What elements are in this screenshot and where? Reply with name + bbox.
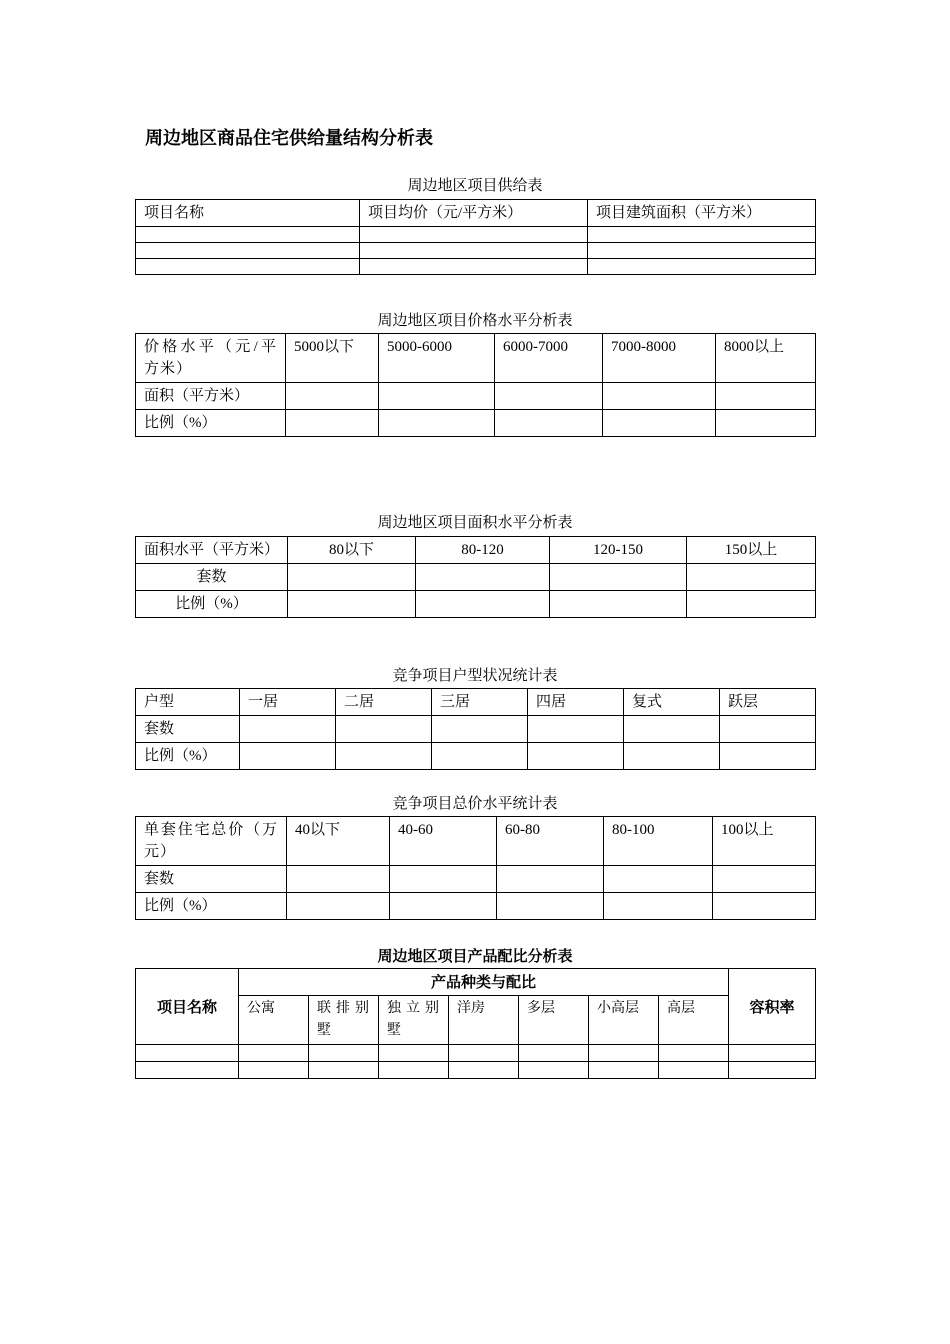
price-level-table-caption: 周边地区项目价格水平分析表: [377, 313, 573, 329]
col-header: 40以下: [287, 817, 390, 866]
table-cell[interactable]: [239, 1045, 309, 1062]
table-row: [136, 227, 816, 243]
table-cell[interactable]: [550, 564, 687, 591]
col-header: 40-60: [390, 817, 497, 866]
price-level-table: [135, 333, 816, 437]
supply-table: [135, 199, 816, 275]
table-cell[interactable]: [309, 1045, 379, 1062]
header-avg-price: 项目均价（元/平方米）: [360, 200, 588, 227]
table-cell[interactable]: [379, 1062, 449, 1079]
table-cell[interactable]: [729, 1062, 816, 1079]
table-cell[interactable]: [588, 243, 816, 259]
col-header: 80-120: [416, 537, 550, 564]
table-cell[interactable]: [550, 591, 687, 618]
type-mid-rise: 小高层: [589, 996, 659, 1045]
col-header: 5000以下: [286, 334, 379, 383]
table-cell[interactable]: [604, 893, 713, 920]
col-header: 80以下: [288, 537, 416, 564]
area-level-table-caption: 周边地区项目面积水平分析表: [377, 515, 573, 531]
col-header: 复式: [624, 689, 720, 716]
row-header: 面积（平方米）: [136, 383, 286, 410]
col-header: 80-100: [604, 817, 713, 866]
table-cell[interactable]: [716, 383, 816, 410]
col-header: 150以上: [687, 537, 816, 564]
table-cell[interactable]: [360, 243, 588, 259]
table-cell[interactable]: [624, 716, 720, 743]
table-cell[interactable]: [286, 383, 379, 410]
table-cell[interactable]: [136, 227, 360, 243]
total-price-table: [135, 816, 816, 920]
table-cell[interactable]: [497, 893, 604, 920]
page-title: 周边地区商品住宅供给量结构分析表: [145, 128, 433, 149]
col-header: 120-150: [550, 537, 687, 564]
type-apartment: 公寓: [239, 996, 309, 1045]
table-cell[interactable]: [519, 1062, 589, 1079]
table-cell[interactable]: [713, 866, 816, 893]
table-cell[interactable]: [240, 716, 336, 743]
table-cell[interactable]: [136, 259, 360, 275]
table-cell[interactable]: [528, 743, 624, 770]
row-header: 套数: [136, 866, 287, 893]
table-cell[interactable]: [390, 866, 497, 893]
table-cell[interactable]: [240, 743, 336, 770]
type-garden-house: 洋房: [449, 996, 519, 1045]
table-cell[interactable]: [497, 866, 604, 893]
table-cell[interactable]: [720, 743, 816, 770]
table-cell[interactable]: [288, 564, 416, 591]
product-mix-table-caption: 周边地区项目产品配比分析表: [377, 947, 573, 965]
table-row: [136, 564, 816, 591]
table-cell[interactable]: [239, 1062, 309, 1079]
table-cell[interactable]: [604, 866, 713, 893]
table-cell[interactable]: [309, 1062, 379, 1079]
col-header: 一居: [240, 689, 336, 716]
header-floor-area: 项目建筑面积（平方米）: [588, 200, 816, 227]
product-mix-table: [135, 968, 816, 1079]
table-cell[interactable]: [390, 893, 497, 920]
table-row: [136, 893, 816, 920]
table-cell[interactable]: [379, 410, 495, 437]
col-header: 60-80: [497, 817, 604, 866]
col-header: 二居: [336, 689, 432, 716]
header-plot-ratio: 容积率: [729, 969, 816, 1045]
table-row: [136, 1062, 816, 1079]
row-header: 比例（%）: [136, 410, 286, 437]
table-cell[interactable]: [659, 1045, 729, 1062]
total-price-table-caption: 竞争项目总价水平统计表: [392, 796, 558, 812]
table-cell[interactable]: [432, 743, 528, 770]
layout-table-caption: 竞争项目户型状况统计表: [392, 668, 558, 684]
table-row: [136, 259, 816, 275]
table-cell[interactable]: [379, 1045, 449, 1062]
table-row: [136, 743, 816, 770]
table-cell[interactable]: [336, 743, 432, 770]
table-cell[interactable]: [659, 1062, 729, 1079]
header-layout: 户型: [136, 689, 240, 716]
table-row: [136, 1045, 816, 1062]
table-row: [136, 383, 816, 410]
header-project-name: 项目名称: [136, 200, 360, 227]
header-price-level: 价格水平（元/平方米）: [136, 334, 286, 383]
col-header: 四居: [528, 689, 624, 716]
table-cell[interactable]: [589, 1062, 659, 1079]
table-cell[interactable]: [588, 259, 816, 275]
table-cell[interactable]: [729, 1045, 816, 1062]
table-cell[interactable]: [379, 383, 495, 410]
table-cell[interactable]: [589, 1045, 659, 1062]
header-product-types: 产品种类与配比: [239, 969, 729, 996]
table-cell[interactable]: [449, 1045, 519, 1062]
table-cell[interactable]: [624, 743, 720, 770]
table-cell[interactable]: [588, 227, 816, 243]
col-header: 8000以上: [716, 334, 816, 383]
supply-table-caption: 周边地区项目供给表: [407, 178, 543, 194]
layout-table: [135, 688, 816, 770]
col-header: 三居: [432, 689, 528, 716]
table-cell[interactable]: [687, 591, 816, 618]
type-detached-villa: 独立别墅: [379, 996, 449, 1045]
row-header: 套数: [136, 716, 240, 743]
table-cell[interactable]: [449, 1062, 519, 1079]
row-header: 套数: [136, 564, 288, 591]
table-row: [136, 243, 816, 259]
table-cell[interactable]: [495, 410, 603, 437]
header-project-name: 项目名称: [136, 969, 239, 1045]
col-header: 100以上: [713, 817, 816, 866]
col-header: 跃层: [720, 689, 816, 716]
area-level-table: [135, 536, 816, 618]
row-header: 比例（%）: [136, 893, 287, 920]
type-high-rise: 高层: [659, 996, 729, 1045]
table-cell[interactable]: [360, 259, 588, 275]
row-header: 比例（%）: [136, 743, 240, 770]
table-cell[interactable]: [432, 716, 528, 743]
type-townhouse: 联排别墅: [309, 996, 379, 1045]
table-cell[interactable]: [360, 227, 588, 243]
table-cell[interactable]: [716, 410, 816, 437]
table-cell[interactable]: [603, 383, 716, 410]
table-row: [136, 716, 816, 743]
table-cell[interactable]: [136, 1062, 239, 1079]
table-row: [136, 591, 816, 618]
table-cell[interactable]: [287, 866, 390, 893]
table-cell[interactable]: [495, 383, 603, 410]
table-cell[interactable]: [336, 716, 432, 743]
table-cell[interactable]: [136, 243, 360, 259]
row-header: 比例（%）: [136, 591, 288, 618]
table-cell[interactable]: [416, 564, 550, 591]
type-multi-storey: 多层: [519, 996, 589, 1045]
table-cell[interactable]: [416, 591, 550, 618]
col-header: 7000-8000: [603, 334, 716, 383]
table-cell[interactable]: [603, 410, 716, 437]
table-cell[interactable]: [713, 893, 816, 920]
table-cell[interactable]: [687, 564, 816, 591]
table-cell[interactable]: [720, 716, 816, 743]
table-cell[interactable]: [286, 410, 379, 437]
table-cell[interactable]: [519, 1045, 589, 1062]
table-row: [136, 410, 816, 437]
col-header: 5000-6000: [379, 334, 495, 383]
header-area-level: 面积水平（平方米）: [136, 537, 288, 564]
table-cell[interactable]: [287, 893, 390, 920]
table-row: [136, 866, 816, 893]
table-cell[interactable]: [288, 591, 416, 618]
header-total-price: 单套住宅总价（万元）: [136, 817, 287, 866]
table-cell[interactable]: [528, 716, 624, 743]
table-cell[interactable]: [136, 1045, 239, 1062]
col-header: 6000-7000: [495, 334, 603, 383]
